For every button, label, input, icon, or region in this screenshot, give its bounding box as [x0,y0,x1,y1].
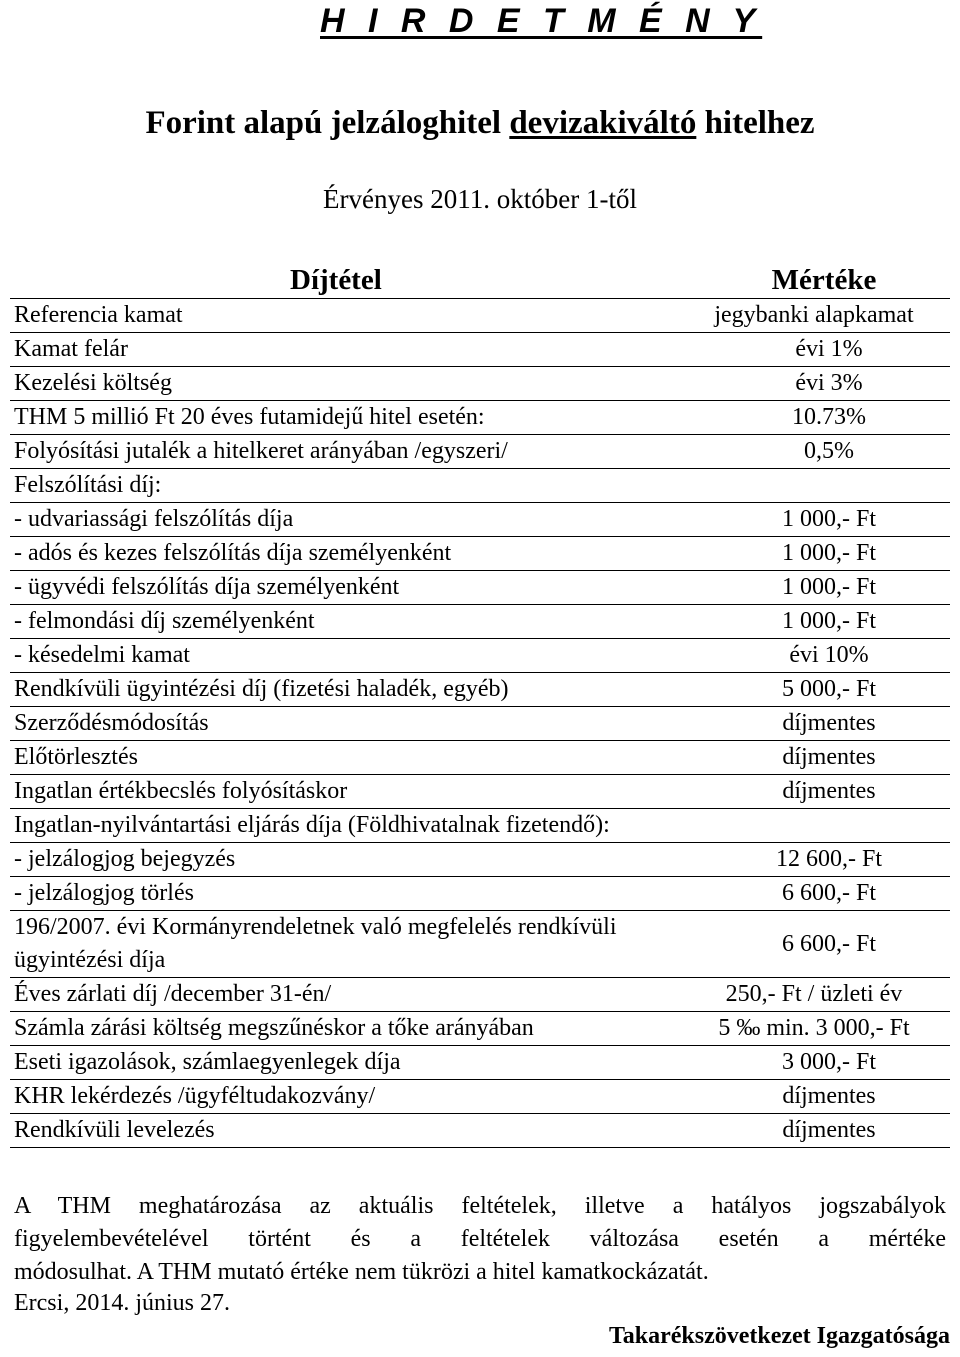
row-label: Eseti igazolások, számlaegyenlegek díja [10,1046,682,1080]
row-value: 1 000,- Ft [682,605,950,639]
thm-note-line-2: figyelembevételével történt és a feltételek változása esetén a mértéke [14,1226,946,1252]
table-row [10,299,950,333]
row-label: Ingatlan értékbecslés folyósításkor [10,775,682,809]
row-label: Előtörlesztés [10,741,682,775]
row-value: évi 10% [682,639,950,673]
row-label: Kamat felár [10,333,682,367]
table-header-row [10,262,950,299]
row-value: díjmentes [682,1080,950,1114]
signature-block: Takarékszövetkezet Igazgatósága [608,1323,950,1349]
table-row [10,503,950,537]
row-label: - jelzálogjog bejegyzés [10,843,682,877]
row-label: - udvariassági felszólítás díja [10,503,682,537]
table-row [10,775,950,809]
row-label: Számla zárási költség megszűnéskor a tőke arányában [10,1012,682,1046]
row-label: - adós és kezes felszólítás díja személyenként [10,537,682,571]
fee-table [10,262,950,1148]
row-value: 10.73% [682,401,950,435]
row-label: Kezelési költség [10,367,682,401]
notice-title: H I R D E T M É N Y [320,2,763,40]
row-value: 6 600,- Ft [682,911,950,978]
subtitle-underlined: devizakiváltó [509,105,697,141]
table-row [10,741,950,775]
row-label: Rendkívüli levelezés [10,1114,682,1148]
table-row [10,1080,950,1114]
row-value: 1 000,- Ft [682,537,950,571]
row-label: - késedelmi kamat [10,639,682,673]
row-value: díjmentes [682,1114,950,1148]
thm-note-line-1: A THM meghatározása az aktuális feltételek, illetve a hatályos jogszabályok [14,1193,946,1219]
row-value: 6 600,- Ft [682,877,950,911]
table-row [10,1114,950,1148]
column-header-fee: Díjtétel [10,262,682,299]
column-header-rate: Mértéke [682,262,950,299]
table-row [10,1046,950,1080]
row-value: 1 000,- Ft [682,571,950,605]
row-label: - felmondási díj személyenként [10,605,682,639]
table-row [10,333,950,367]
row-label: Szerződésmódosítás [10,707,682,741]
table-row [10,843,950,877]
row-value: 12 600,- Ft [682,843,950,877]
table-row [10,469,950,503]
row-value: 3 000,- Ft [682,1046,950,1080]
row-value: évi 3% [682,367,950,401]
table-row [10,571,950,605]
row-value: jegybanki alapkamat [682,299,950,333]
row-value: 1 000,- Ft [682,503,950,537]
table-row [10,367,950,401]
table-row [10,911,950,978]
row-value: díjmentes [682,707,950,741]
subtitle-part-1: Forint alapú jelzáloghitel [145,105,510,141]
row-label: Referencia kamat [10,299,682,333]
row-label: Rendkívüli ügyintézési díj (fizetési haladék, egyéb) [10,673,682,707]
thm-note [14,1190,946,1289]
row-value: 0,5% [682,435,950,469]
table-row [10,809,950,843]
thm-note-line-3: módosulhat. A THM mutató értéke nem tükrözi a hitel kamatkockázatát. [14,1259,709,1285]
table-row [10,537,950,571]
row-value: díjmentes [682,741,950,775]
row-label: Felszólítási díj: [10,469,682,503]
place-date: Ercsi, 2014. június 27. [14,1290,230,1316]
table-row [10,978,950,1012]
row-label: - jelzálogjog törlés [10,877,682,911]
row-label: - ügyvédi felszólítás díja személyenként [10,571,682,605]
table-row [10,605,950,639]
table-row [10,639,950,673]
row-value [682,469,950,503]
row-label: Ingatlan-nyilvántartási eljárás díja (Földhivatalnak fizetendő): [10,809,682,843]
subtitle-part-2: hitelhez [696,105,815,141]
row-label: THM 5 millió Ft 20 éves futamidejű hitel esetén: [10,401,682,435]
table-row [10,673,950,707]
row-value: díjmentes [682,775,950,809]
loan-subtitle [0,105,960,142]
row-label: 196/2007. évi Kormányrendeletnek való megfelelés rendkívüli ügyintézési díja [10,911,682,978]
row-value: 250,- Ft / üzleti év [682,978,950,1012]
row-value: évi 1% [682,333,950,367]
table-row [10,435,950,469]
table-row [10,877,950,911]
table-row [10,401,950,435]
row-label: KHR lekérdezés /ügyféltudakozvány/ [10,1080,682,1114]
row-value: 5 000,- Ft [682,673,950,707]
table-row [10,1012,950,1046]
table-row [10,707,950,741]
row-value: 5 ‰ min. 3 000,- Ft [682,1012,950,1046]
row-label: Folyósítási jutalék a hitelkeret arányában /egyszeri/ [10,435,682,469]
row-label: Éves zárlati díj /december 31-én/ [10,978,682,1012]
validity-date: Érvényes 2011. október 1-től [323,184,637,214]
row-value [682,809,950,843]
